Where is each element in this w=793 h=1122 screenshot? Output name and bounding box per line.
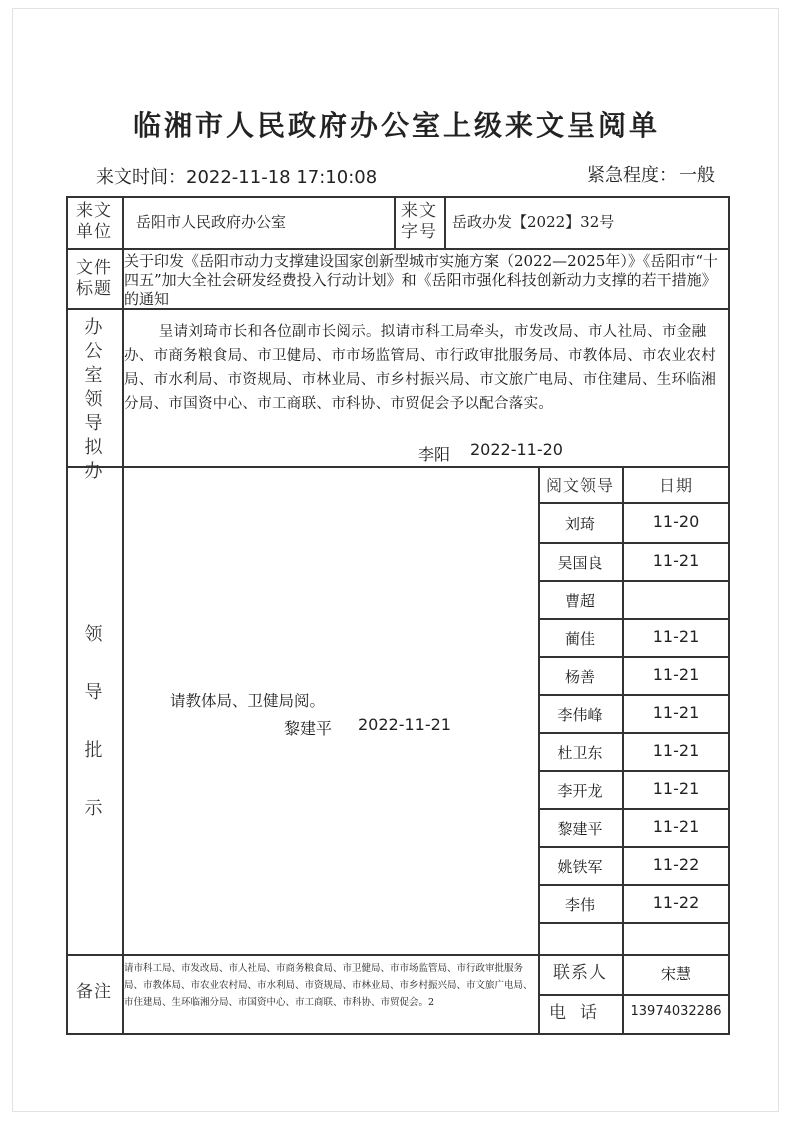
- reviewer-name: 杜卫东: [557, 744, 603, 762]
- reviewer-date: 11-21: [652, 551, 700, 570]
- office-proposal-label: 办公室领导拟办: [84, 317, 104, 482]
- reviewer-date: 11-22: [652, 855, 700, 874]
- reviewer-row-divider: [538, 846, 730, 848]
- doc-number-divider: [394, 196, 396, 248]
- reviewer-name: 姚铁军: [557, 858, 603, 876]
- reviewer-row-divider: [538, 580, 730, 582]
- phone-label: 电话: [549, 1003, 611, 1023]
- office-date: 2022-11-20: [470, 440, 563, 459]
- reviewer-row-divider: [538, 884, 730, 886]
- reviewer-name: 李开龙: [557, 782, 603, 800]
- source-unit-value: 岳阳市人民政府办公室: [136, 213, 287, 231]
- reviewer-row-divider: [538, 542, 730, 544]
- reviewer-row-divider: [538, 808, 730, 810]
- leader-instruction-label: [84, 606, 104, 838]
- page-title: 临湘市人民政府办公室上级来文呈阅单: [132, 109, 660, 142]
- leader-instruction: 请教体局、卫健局阅。: [170, 692, 326, 710]
- received-time-value: 2022-11-18 17:10:08: [186, 167, 378, 188]
- reviewer-name: 蔺佳: [564, 630, 595, 648]
- subject-label: 文件标题: [76, 258, 112, 299]
- reviewer-date: 11-21: [652, 703, 700, 722]
- row-divider: [66, 466, 730, 468]
- row-divider: [66, 248, 730, 250]
- leader-instruction-label-text: 领导批示: [84, 624, 104, 819]
- reviewer-row-divider: [538, 618, 730, 620]
- urgency-value: 一般: [679, 165, 715, 186]
- reviewer-row-divider: [538, 694, 730, 696]
- remark-label: 备注: [76, 982, 112, 1002]
- reviewer-name: 李伟: [564, 896, 595, 914]
- form-border-left: [66, 196, 68, 1034]
- phone-value: 13974032286: [630, 1004, 722, 1019]
- reviewer-row-divider: [538, 656, 730, 658]
- subject-value: 关于印发《岳阳市动力支撑建设国家创新型城市实施方案（2022—2025年）》《岳阳市“十四五”加大全社会研发经费投入行动计划》和《岳阳市强化科技创新动力支撑的若干措施》的通知: [124, 252, 719, 308]
- form-border-top: [66, 196, 730, 198]
- reviewer-name: 黎建平: [557, 820, 603, 838]
- leader-signer: 黎建平: [284, 719, 333, 738]
- reviewer-date: 11-21: [652, 741, 700, 760]
- office-signer: 李阳: [418, 445, 451, 464]
- source-unit-label: 来文单位: [76, 201, 112, 242]
- contact-row-divider: [538, 994, 730, 996]
- reviewer-date: 11-21: [652, 779, 700, 798]
- received-time-label: 来文时间：: [96, 167, 186, 188]
- reviewer-name-header: 阅文领导: [545, 476, 614, 495]
- form-border-bottom: [66, 1033, 730, 1035]
- remark-value: 请市科工局、市发改局、市人社局、市商务粮食局、市卫健局、市市场监管局、市行政审批服务局、市教体局、市农业农村局、市水利局、市资规局、市林业局、市乡村振兴局、市文旅广电局、市住建局、生环临湘分局、市国资中心、市工商联、市科协、市贸促会。2: [124, 963, 533, 1008]
- reviewer-name: 李伟峰: [557, 706, 603, 724]
- reviewer-date-header: 日期: [658, 476, 693, 495]
- doc-number-value: 岳政办发【2022】32号: [452, 213, 615, 231]
- received-time: [96, 163, 377, 189]
- row-divider: [66, 954, 730, 956]
- doc-number-label: 来文字号: [401, 201, 437, 242]
- leader-date: 2022-11-21: [358, 715, 451, 734]
- reviewer-date: 11-21: [652, 665, 700, 684]
- reviewer-header-divider: [538, 502, 730, 504]
- office-instruction: 呈请刘琦市长和各位副市长阅示。拟请市科工局牵头，市发改局、市人社局、市金融办、市商务粮食局、市卫健局、市市场监管局、市行政审批服务局、市教体局、市农业农村局、市水利局、市资规局、市林业局、市乡村振兴局、市文旅广电局、市住建局、生环临湘分局、市国资中心、市工商联、市科协、市贸促会予以配合落实。: [124, 324, 716, 412]
- reviewer-row-divider: [538, 732, 730, 734]
- reviewer-name: 吴国良: [557, 554, 603, 572]
- urgency-label: 紧急程度：: [587, 165, 677, 186]
- reviewer-date: 11-20: [652, 512, 700, 531]
- contact-value: 宋慧: [660, 965, 691, 983]
- contact-label: 联系人: [553, 963, 607, 983]
- doc-number-divider: [444, 196, 446, 248]
- reviewer-row-divider: [538, 922, 730, 924]
- reviewer-name: 杨善: [564, 668, 595, 686]
- reviewer-name: 曹超: [564, 592, 595, 610]
- routing-form: [66, 196, 730, 1034]
- reviewer-date: 11-21: [652, 627, 700, 646]
- urgency-level: [587, 161, 715, 187]
- reviewer-date: 11-21: [652, 817, 700, 836]
- reviewer-name: 刘琦: [564, 515, 595, 533]
- reviewer-row-divider: [538, 770, 730, 772]
- reviewer-date: 11-22: [652, 893, 700, 912]
